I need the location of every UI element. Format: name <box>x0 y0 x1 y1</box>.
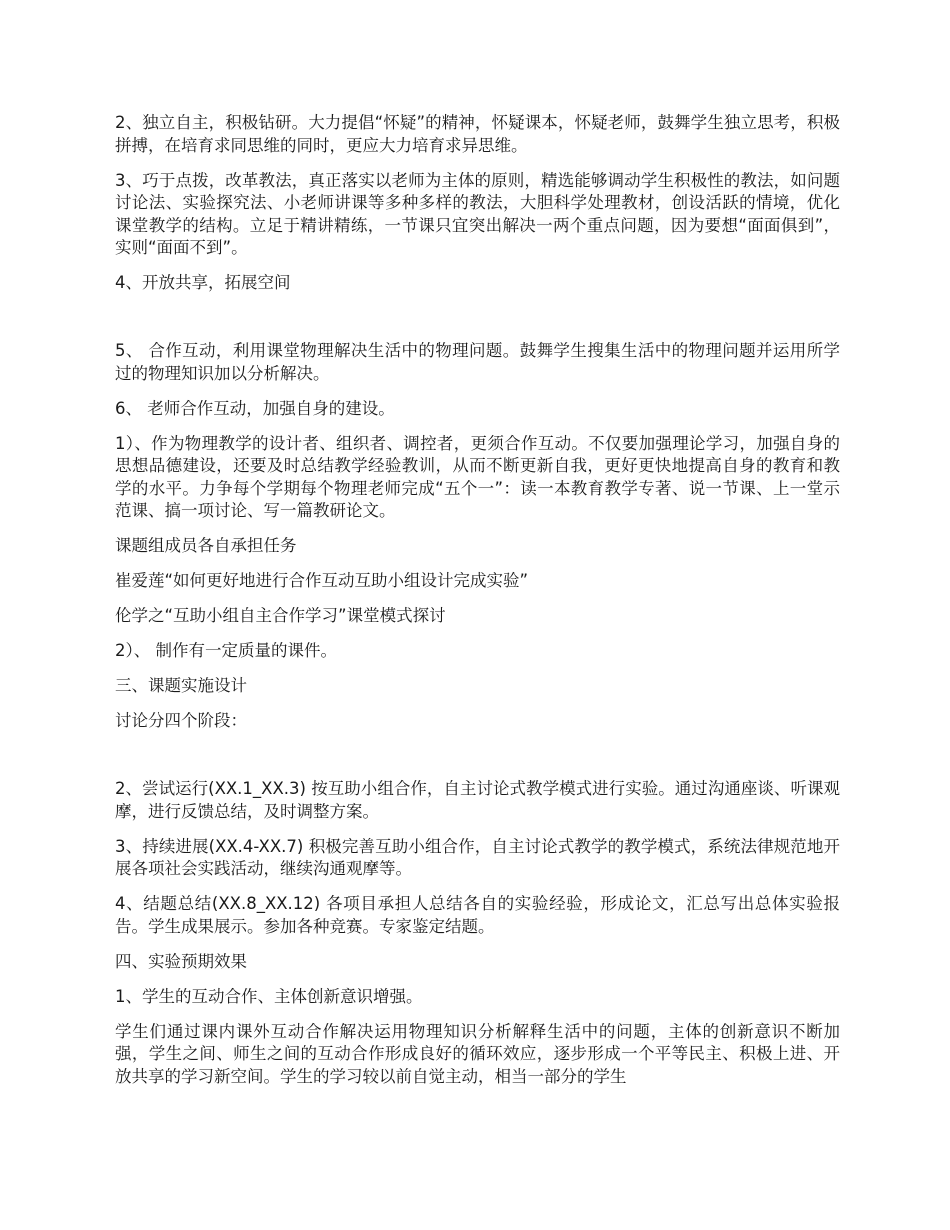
paragraph-four-stages: 讨论分四个阶段： <box>115 711 247 730</box>
paragraph-member-tasks-heading: 课题组成员各自承担任务 <box>115 536 297 555</box>
paragraph-independent-study: 2、独立自主，积极钻研。大力提倡“怀疑”的精神，怀疑课本，怀疑老师，鼓舞学生独立思考，积极拼搏，在培育求同思维的同时，更应大力培育求异思维。 <box>115 113 840 155</box>
paragraph-teacher-cooperation: 6、 老师合作互动，加强自身的建设。 <box>115 398 395 418</box>
paragraph-student-innovation: 1、学生的互动合作、主体创新意识增强。 <box>115 986 423 1006</box>
paragraph-open-sharing: 4、开放共享，拓展空间 <box>115 273 291 292</box>
paragraph-trial-run: 2、尝试运行(XX.1_XX.3) 按互助小组合作，自主讨论式教学模式进行实验。通过沟通座谈、听课观摩，进行反馈总结，及时调整方案。 <box>115 779 840 821</box>
paragraph-member-task-2: 伦学之“互助小组自主合作学习”课堂模式探讨 <box>115 606 446 625</box>
blank-space <box>115 307 840 340</box>
paragraph-student-learning: 学生们通过课内课外互动合作解决运用物理知识分析解释生活中的问题，主体的创新意识不断加强，学生之间、师生之间的互动合作形成良好的循环效应，逐步形成一个平等民主、积极上进、开放共享的学习新空间。学生的学习较以前自觉主动，相当一部分的学生 <box>115 1021 840 1086</box>
blank-space <box>115 745 840 778</box>
section-heading-implementation: 三、课题实施设计 <box>115 676 247 695</box>
paragraph-member-task-1: 崔爱莲“如何更好地进行合作互动互助小组设计完成实验” <box>115 571 529 590</box>
paragraph-teacher-role: 1）、作为物理教学的设计者、组织者、调控者，更须合作互动。不仅要加强理论学习，加强自身的思想品德建设，还要及时总结教学经验教训，从而不断更新自我，更好更快地提高自身的教育和教学的水平。力争每个学期每个物理老师完成“五个一”：读一本教育教学专著、说一节课、上一堂示范课、搞一项讨论、写一篇教研论文。 <box>115 433 840 520</box>
paragraph-conclusion: 4、结题总结(XX.8_XX.12) 各项目承担人总结各自的实验经验，形成论文，汇总写出总体实验报告。学生成果展示。参加各种竞赛。专家鉴定结题。 <box>115 894 840 936</box>
document-body <box>115 112 840 1101</box>
paragraph-courseware: 2）、 制作有一定质量的课件。 <box>115 641 337 660</box>
paragraph-continued-progress: 3、持续进展(XX.4-XX.7) 积极完善互助小组合作，自主讨论式教学的教学模式，系统法律规范地开展各项社会实践活动，继续沟通观摩等。 <box>115 836 840 878</box>
paragraph-cooperative-interaction: 5、 合作互动，利用课堂物理解决生活中的物理问题。鼓舞学生搜集生活中的物理问题并运用所学过的物理知识加以分析解决。 <box>115 341 840 383</box>
paragraph-teaching-reform: 3、巧于点拨，改革教法，真正落实以老师为主体的原则，精选能够调动学生积极性的教法，如问题讨论法、实验探究法、小老师讲课等多种多样的教法，大胆科学处理教材，创设活跃的情境，优化课堂教学的结构。立足于精讲精练，一节课只宜突出解决一两个重点问题，因为要想“面面俱到”，实则“面面不到”。 <box>115 170 840 257</box>
section-heading-expected-effects: 四、实验预期效果 <box>115 951 247 971</box>
